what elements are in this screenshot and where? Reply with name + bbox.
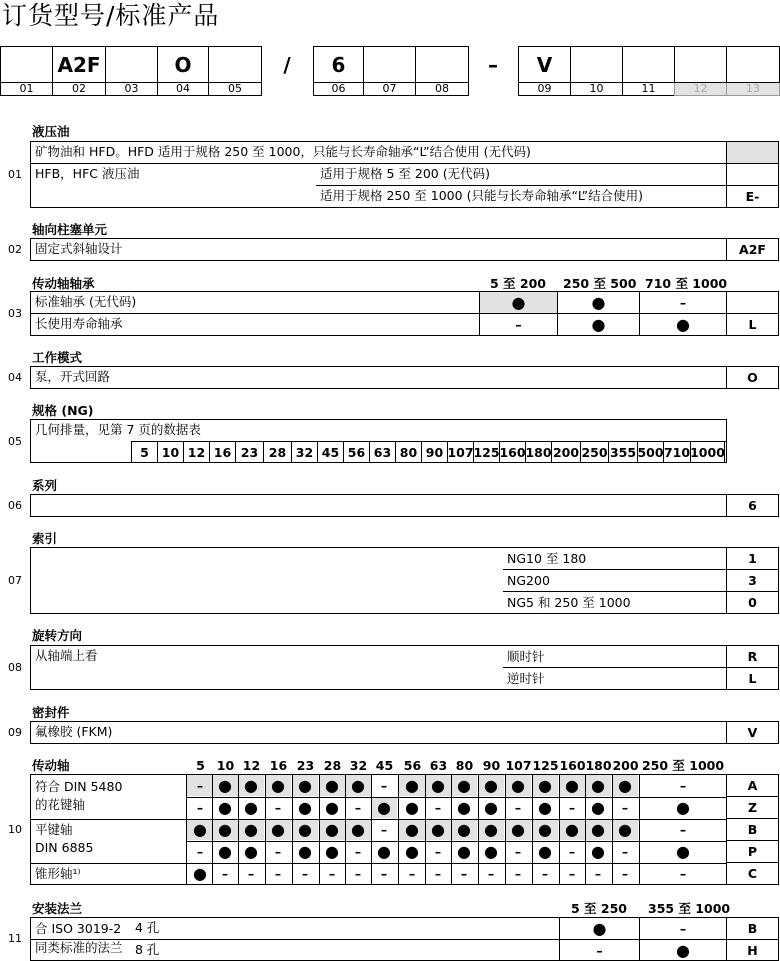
section-04-title: 工作模式 [32, 350, 83, 365]
shaft-cell: ● [218, 798, 232, 817]
section-number: 11 [8, 932, 22, 945]
size-value: 160 [500, 441, 526, 463]
shaft-cell: – [621, 800, 629, 815]
code-separator: / [283, 52, 291, 77]
section-01-title: 液压油 [32, 124, 70, 139]
shaft-cell: – [514, 800, 522, 815]
size-value: 710 [664, 441, 691, 463]
row-text: 锥形轴¹⁾ [35, 866, 81, 881]
row-text: 固定式斜轴设计 [35, 241, 123, 256]
section-02-title: 轴向柱塞单元 [32, 222, 108, 237]
shaft-cell: ● [425, 775, 451, 796]
shaft-cell: ● [325, 798, 339, 817]
size-value: 16 [210, 441, 236, 463]
shaft-cell: – [274, 866, 282, 881]
shaft-cell: ● [212, 775, 238, 796]
shaft-cell: – [568, 866, 576, 881]
column-head: 355 至 1000 [648, 901, 731, 916]
shaft-cell: ● [532, 775, 558, 796]
row-text: 8 孔 [135, 942, 160, 957]
code-key: 1 [726, 547, 779, 570]
column-head: 107 [505, 758, 532, 773]
size-value: 5 [132, 441, 158, 463]
section-02-box [30, 238, 727, 261]
shaft-cell: – [354, 866, 362, 881]
shaft-cell: ● [457, 798, 471, 817]
code-key: P [726, 840, 779, 863]
shaft-cell: – [621, 866, 629, 881]
shaft-cell: ● [292, 775, 318, 796]
code-cell [415, 46, 469, 83]
shaft-cell: ● [218, 842, 232, 861]
shaft-cell: ● [612, 819, 638, 840]
shaft-cell: – [408, 866, 416, 881]
size-value: 1000 [691, 441, 725, 463]
shaft-cell: ● [484, 842, 498, 861]
column-head: 56 [403, 758, 422, 773]
section-09-box [30, 721, 727, 744]
shaft-cell: ● [532, 819, 558, 840]
code-key-empty [726, 141, 779, 164]
section-number: 04 [8, 371, 22, 384]
shaft-cell: – [514, 866, 522, 881]
row-text: 氟橡胶 (FKM) [35, 724, 113, 739]
size-value: 355 [609, 441, 638, 463]
row-text: 逆时针 [507, 671, 545, 686]
position-number: 05 [208, 83, 262, 96]
shaft-cell: ● [405, 798, 419, 817]
shaft-cell: ● [478, 775, 504, 796]
size-list [131, 441, 727, 463]
position-number: 04 [157, 83, 209, 96]
shaft-cell: ● [298, 842, 312, 861]
code-cell [0, 46, 53, 83]
shaft-cell: – [187, 775, 213, 796]
column-head: 125 [532, 758, 559, 773]
size-value: 180 [526, 441, 552, 463]
row-text: 4 孔 [135, 920, 160, 935]
row-text: HFB，HFC 液压油 [35, 166, 140, 181]
flange-cell: ● [592, 919, 607, 938]
position-number: 12 [674, 83, 727, 96]
section-06-box [30, 494, 727, 517]
section-10-title: 传动轴 [32, 758, 70, 773]
shaft-cell: – [196, 844, 204, 859]
grid-line [532, 774, 533, 885]
bearing-cell: ● [591, 293, 606, 312]
grid-line [186, 841, 727, 842]
flange-cell: ● [676, 941, 690, 960]
row-text: 平键轴 [35, 822, 73, 837]
grid-line [212, 774, 213, 885]
row-text: NG10 至 180 [507, 551, 587, 566]
grid-line [425, 774, 426, 885]
code-key: Z [726, 796, 779, 819]
row-text: 几何排量，见第 7 页的数据表 [35, 422, 201, 437]
bearing-cell: – [679, 295, 687, 310]
row-text: 顺时针 [507, 649, 545, 664]
shaft-cell: ● [505, 819, 531, 840]
grid-line [612, 774, 613, 885]
code-key: R [726, 645, 779, 668]
shaft-cell: – [679, 822, 687, 837]
position-number: 11 [622, 83, 675, 96]
column-head: 16 [269, 758, 288, 773]
column-head: 45 [375, 758, 394, 773]
size-value: 63 [370, 441, 396, 463]
bearing-cell: ● [511, 293, 526, 312]
flange-cell: – [596, 943, 603, 958]
code-key: 0 [726, 591, 779, 614]
shaft-cell: – [196, 800, 204, 815]
size-value: 90 [422, 441, 448, 463]
size-value: 28 [264, 441, 292, 463]
shaft-cell: ● [591, 842, 605, 861]
code-cell [674, 46, 727, 83]
shaft-cell: ● [405, 842, 419, 861]
row-text: 从轴端上看 [35, 648, 98, 663]
position-number: 03 [105, 83, 158, 96]
column-head: 10 [216, 758, 235, 773]
code-cell [622, 46, 675, 83]
size-value: 107 [448, 441, 474, 463]
code-key-empty [726, 163, 779, 186]
column-head: 180 [585, 758, 612, 773]
shaft-cell: ● [265, 819, 291, 840]
shaft-cell: – [434, 844, 442, 859]
shaft-cell: – [487, 866, 495, 881]
section-number: 06 [8, 499, 22, 512]
shaft-cell: – [594, 866, 602, 881]
shaft-cell: – [354, 844, 362, 859]
code-separator: – [488, 52, 498, 77]
shaft-cell: – [568, 800, 576, 815]
column-head: 23 [296, 758, 315, 773]
shaft-cell: – [621, 844, 629, 859]
size-value: 500 [638, 441, 664, 463]
section-11-title: 安装法兰 [32, 901, 83, 916]
column-head: 160 [559, 758, 586, 773]
row-text: 矿物油和 HFD。HFD 适用于规格 250 至 1000，只能与长寿命轴承“L”结合使用 (无代码) [35, 144, 531, 159]
position-number: 06 [313, 83, 364, 96]
column-head: 710 至 1000 [645, 276, 728, 291]
row-text: DIN 6885 [35, 840, 94, 855]
grid-line [265, 774, 266, 885]
code-cell: 6 [313, 46, 364, 83]
shaft-cell: – [354, 800, 362, 815]
column-head: 5 [196, 758, 205, 773]
shaft-cell: ● [292, 819, 318, 840]
shaft-cell: ● [187, 819, 213, 840]
position-number: 09 [518, 83, 571, 96]
column-head: 28 [323, 758, 342, 773]
page-title: 订货型号/标准产品 [2, 1, 220, 30]
bearing-cell: ● [676, 315, 690, 334]
shaft-cell: ● [538, 842, 552, 861]
row-text: 符合 DIN 5480 [35, 779, 123, 794]
size-value: 45 [318, 441, 344, 463]
size-value: 23 [236, 441, 264, 463]
grid-line [30, 863, 727, 864]
shaft-cell: ● [244, 798, 258, 817]
code-key: 3 [726, 569, 779, 592]
position-number: 13 [726, 83, 780, 96]
shaft-cell: ● [193, 864, 207, 883]
shaft-cell: ● [559, 819, 585, 840]
row-text: 泵，开式回路 [35, 369, 111, 384]
section-04-box [30, 366, 727, 389]
row-text: 长使用寿命轴承 [35, 316, 123, 331]
bearing-cell: – [515, 317, 522, 332]
grid-line [585, 774, 586, 885]
code-key: A2F [726, 238, 779, 261]
column-head: 5 至 250 [571, 901, 627, 916]
code-cell [726, 46, 780, 83]
code-cell [208, 46, 262, 83]
shaft-cell: – [434, 800, 442, 815]
code-cell [105, 46, 158, 83]
grid-line [238, 774, 239, 885]
shaft-cell: – [247, 866, 255, 881]
column-head: 63 [429, 758, 448, 773]
size-value: 200 [552, 441, 581, 463]
grid-line [186, 797, 727, 798]
column-head: 90 [482, 758, 501, 773]
row-text: NG200 [507, 573, 550, 588]
code-cell [570, 46, 623, 83]
shaft-cell: ● [377, 842, 391, 861]
shaft-cell: ● [505, 775, 531, 796]
shaft-cell: ● [676, 798, 690, 817]
shaft-cell: – [328, 866, 336, 881]
section-number: 02 [8, 243, 22, 256]
shaft-cell: ● [265, 775, 291, 796]
shaft-cell: ● [399, 819, 425, 840]
code-key: B [726, 818, 779, 841]
shaft-cell: ● [457, 842, 471, 861]
position-number: 01 [0, 83, 53, 96]
code-cell: A2F [52, 46, 106, 83]
grid-line [30, 819, 727, 820]
shaft-cell: ● [612, 775, 638, 796]
grid-line [639, 774, 640, 885]
code-cell: O [157, 46, 209, 83]
shaft-cell: ● [325, 842, 339, 861]
shaft-cell: ● [484, 798, 498, 817]
position-number: 07 [363, 83, 416, 96]
shaft-cell: ● [238, 819, 264, 840]
column-head: 5 至 200 [490, 276, 546, 291]
grid-line [319, 774, 320, 885]
code-cell: V [518, 46, 571, 83]
code-key: O [726, 366, 779, 389]
shaft-cell: ● [345, 775, 371, 796]
shaft-cell: – [380, 866, 388, 881]
shaft-cell: ● [451, 819, 477, 840]
size-value: 250 [581, 441, 609, 463]
shaft-cell: – [460, 866, 468, 881]
shaft-cell: – [514, 844, 522, 859]
code-key: C [726, 862, 779, 885]
shaft-cell: ● [399, 775, 425, 796]
shaft-cell: ● [425, 819, 451, 840]
column-head: 80 [455, 758, 474, 773]
column-head: 12 [242, 758, 261, 773]
shaft-cell: – [274, 844, 282, 859]
section-06-title: 系列 [32, 478, 58, 493]
shaft-cell: – [541, 866, 549, 881]
shaft-cell: – [221, 866, 229, 881]
code-key: E- [726, 185, 779, 208]
shaft-cell: ● [244, 842, 258, 861]
row-text: 标准轴承 (无代码) [35, 294, 137, 309]
shaft-cell: – [380, 822, 388, 837]
shaft-cell: ● [591, 798, 605, 817]
grid-line [292, 774, 293, 885]
shaft-cell: ● [585, 775, 611, 796]
position-number: 02 [52, 83, 106, 96]
section-03-title: 传动轴轴承 [32, 276, 95, 291]
shaft-cell: ● [238, 775, 264, 796]
row-text: 同类标准的法兰 [35, 940, 123, 955]
row-text: 的花键轴 [35, 797, 86, 812]
section-number: 01 [8, 168, 22, 181]
column-head: 200 [612, 758, 639, 773]
section-number: 05 [8, 435, 22, 448]
shaft-cell: – [679, 866, 687, 881]
grid-line [559, 774, 560, 885]
code-key: B [726, 917, 779, 940]
row-text: 合 ISO 3019-2 [35, 921, 122, 936]
grid-line [451, 774, 452, 885]
size-value: 56 [344, 441, 370, 463]
shaft-cell: ● [212, 819, 238, 840]
flange-cell: – [679, 921, 687, 936]
column-head: 250 至 1000 [641, 758, 725, 773]
code-cell [363, 46, 416, 83]
code-key: A [726, 774, 779, 797]
section-number: 07 [8, 574, 22, 587]
shaft-cell: ● [371, 797, 397, 818]
row-text: NG5 和 250 至 1000 [507, 595, 631, 610]
grid-line [478, 774, 479, 885]
section-number: 09 [8, 726, 22, 739]
code-key: V [726, 721, 779, 744]
position-number: 08 [415, 83, 469, 96]
section-05-title: 规格 (NG) [32, 403, 94, 418]
shaft-cell: – [679, 778, 687, 793]
size-value: 10 [158, 441, 184, 463]
row-text: 适用于规格 5 至 200 (无代码) [320, 166, 490, 181]
size-value: 125 [474, 441, 500, 463]
code-key: 6 [726, 494, 779, 517]
grid-line [505, 774, 506, 885]
code-key-empty [726, 291, 779, 314]
column-head: 250 至 500 [563, 276, 637, 291]
shaft-cell: – [434, 866, 442, 881]
row-text: 适用于规格 250 至 1000 (只能与长寿命轴承“L”结合使用) [320, 188, 643, 203]
section-09-title: 密封件 [32, 705, 70, 720]
position-number: 10 [570, 83, 623, 96]
grid-line [186, 774, 187, 885]
column-head: 32 [349, 758, 368, 773]
section-number: 03 [8, 307, 22, 320]
shaft-cell: ● [345, 819, 371, 840]
code-key: L [726, 313, 779, 336]
shaft-cell: ● [559, 775, 585, 796]
shaft-cell: ● [319, 819, 345, 840]
grid-line [345, 774, 346, 885]
shaft-cell: ● [298, 798, 312, 817]
shaft-cell: ● [478, 819, 504, 840]
section-07-title: 索引 [32, 531, 58, 546]
bearing-cell: ● [591, 315, 606, 334]
code-key: L [726, 667, 779, 690]
shaft-cell: ● [538, 798, 552, 817]
section-number: 08 [8, 661, 22, 674]
size-value: 32 [292, 441, 318, 463]
grid-line [398, 774, 399, 885]
shaft-cell: – [274, 800, 282, 815]
section-08-title: 旋转方向 [32, 628, 83, 643]
shaft-cell: ● [585, 819, 611, 840]
grid-line [371, 774, 372, 885]
size-value: 80 [396, 441, 422, 463]
code-key: H [726, 939, 779, 961]
section-number: 10 [8, 823, 22, 836]
shaft-cell: – [568, 844, 576, 859]
shaft-cell: ● [676, 842, 690, 861]
shaft-cell: – [380, 778, 388, 793]
shaft-cell: – [301, 866, 309, 881]
size-value: 12 [184, 441, 210, 463]
shaft-cell: ● [319, 775, 345, 796]
shaft-cell: ● [451, 775, 477, 796]
